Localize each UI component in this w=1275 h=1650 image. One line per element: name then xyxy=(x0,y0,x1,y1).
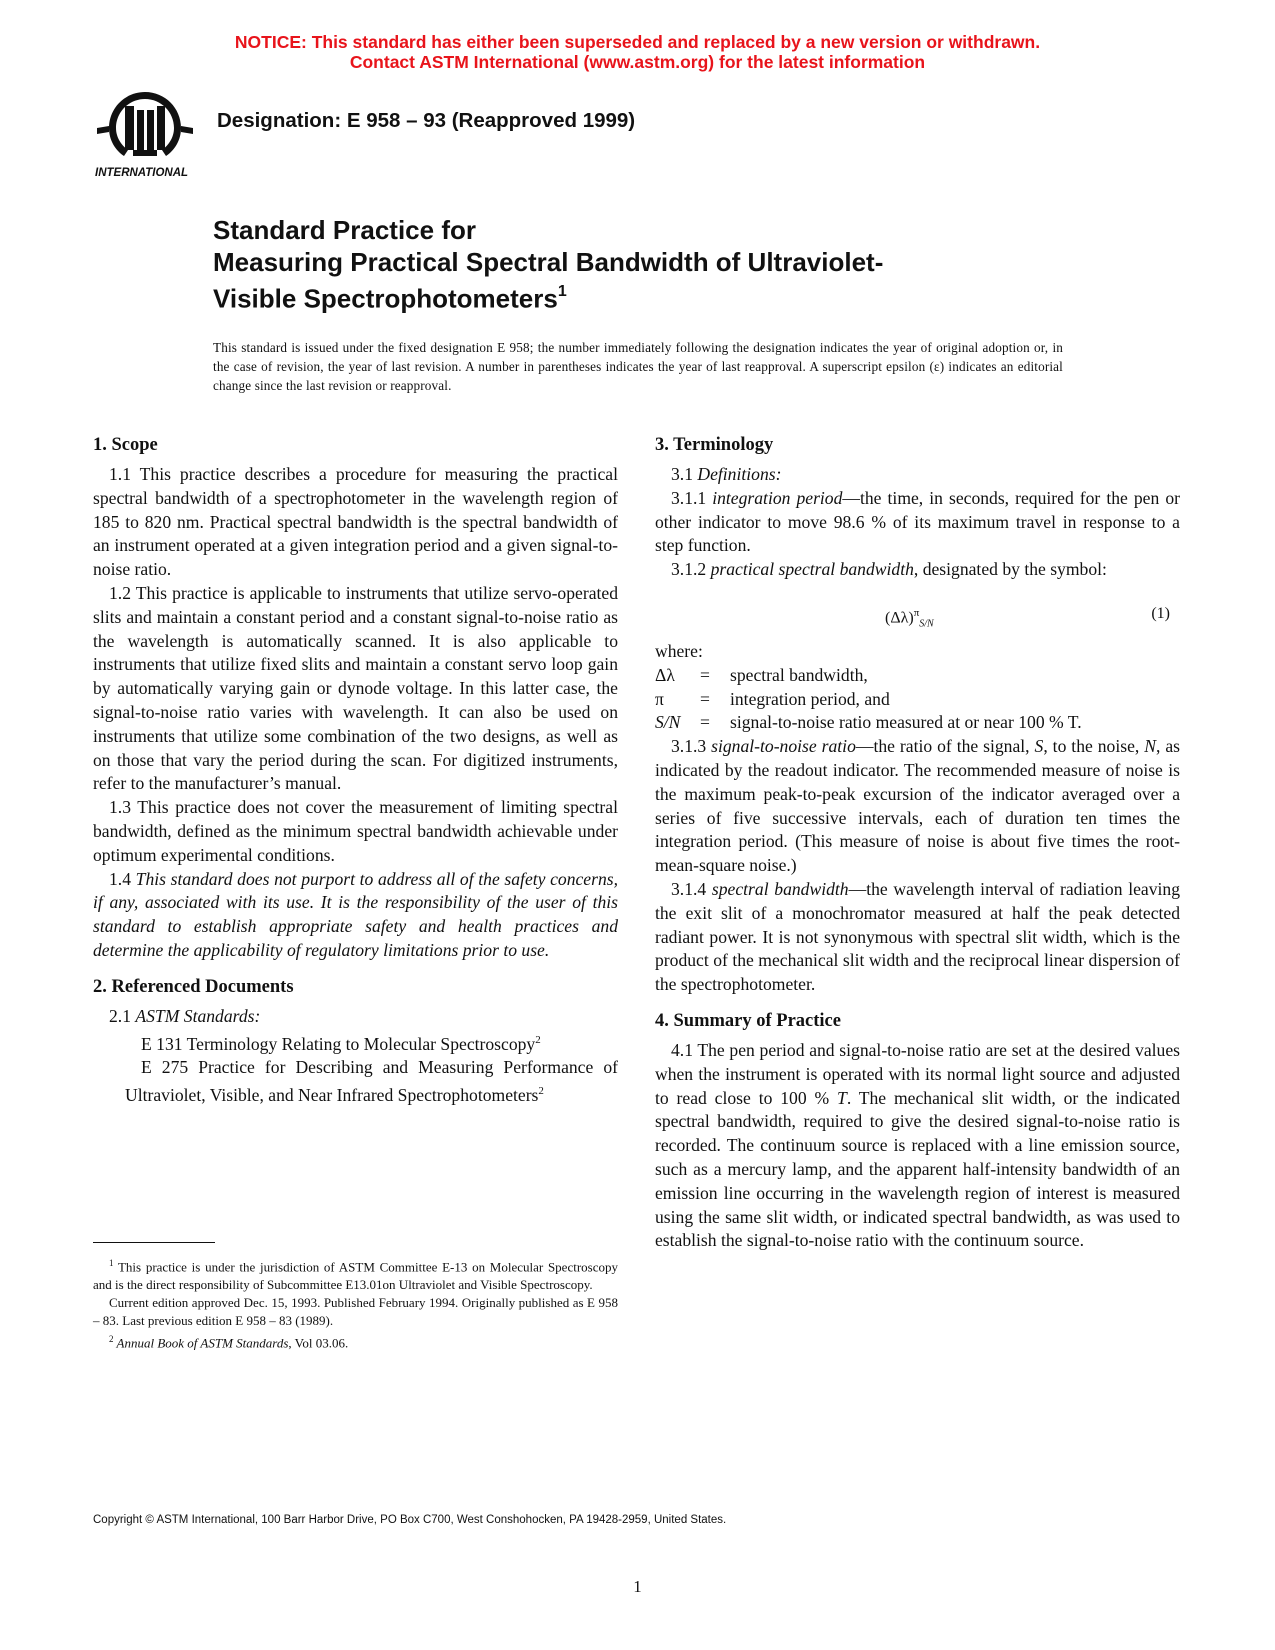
footnote-1b: Current edition approved Dec. 15, 1993. Published February 1994. Originally published as E 958 – 83. Last previous edition E 958 – 83 (1989). xyxy=(93,1295,618,1329)
where-2-equals: = xyxy=(700,688,710,709)
scope-p1: 1.1 This practice describes a procedure for measuring the practical spectral bandwidth of a spectrophotometer in the wavelength region of 185 to 820 nm. Practical spectral bandwidth is the spectral bandwidth of an instrument operated at a given integration period and a given signal-to-noise ratio. xyxy=(93,464,618,580)
term-definitions xyxy=(655,463,1180,487)
term-3-1-3-text-b: , to the noise, xyxy=(1043,736,1145,757)
summary-p1-t: T xyxy=(837,1087,847,1108)
ref-e275-mark: 2 xyxy=(538,1084,544,1097)
equation-1 xyxy=(655,602,1180,634)
left-column xyxy=(93,433,618,1108)
term-3-1-1 xyxy=(655,487,1180,558)
title-line-3 xyxy=(213,278,1113,315)
footnote-1-mark: 1 xyxy=(109,1258,114,1268)
term-3-1-3-n: N xyxy=(1144,736,1156,757)
term-3-1-4-num: 3.1.4 xyxy=(671,878,712,899)
title-footnote-mark: 1 xyxy=(557,283,567,300)
footnote-1-text: This practice is under the jurisdiction of ASTM Committee E-13 on Molecular Spectroscopy and is the direct responsibility of Subcommittee E13.01on Ultraviolet and Visible Spectroscopy. xyxy=(93,1259,618,1293)
designation: Designation: E 958 – 93 (Reapproved 1999) xyxy=(217,109,636,132)
term-3-1-1-num: 3.1.1 xyxy=(671,487,713,508)
term-3-1-3-text-c: , as indicated by the readout indicator. The recommended measure of noise is the maximum peak-to-peak excursion of the indicator averaged over a series of five successive intervals, each of duration ten times the integration period. (This measure of noise is about five times the root-mean-square noise.) xyxy=(655,736,1181,876)
where-3-symbol: S/N xyxy=(655,712,681,733)
term-3-1-3-text-a: —the ratio of the signal, xyxy=(855,736,1035,757)
footnote-2-mark: 2 xyxy=(109,1334,114,1345)
term-3-1-3-term: signal-to-noise ratio xyxy=(711,736,856,757)
issued-note: This standard is issued under the fixed designation E 958; the number immediately following the designation indicates the year of original adoption or, in the case of revision, the year of last revision. A number in parentheses indicates the year of last reapproval. A superscript epsilon (ε) indicates an editorial change since the last revision or reapproval. xyxy=(213,340,1063,393)
scope-p4 xyxy=(93,868,618,963)
ref-e275 xyxy=(93,1056,618,1107)
footnotes xyxy=(93,1254,618,1353)
document-title xyxy=(213,214,1113,315)
copyright: Copyright © ASTM International, 100 Barr Harbor Drive, PO Box C700, West Conshohocken, PA 19428-2959, United States. xyxy=(93,1514,727,1526)
equation-number: (1) xyxy=(1151,604,1170,622)
term-3-1-3-num: 3.1.3 xyxy=(671,736,712,757)
scope-p4-num: 1.4 xyxy=(109,868,136,889)
terminology-heading: 3. Terminology xyxy=(655,435,774,455)
ref-e275-text: E 275 Practice for Describing and Measuring Performance of Ultraviolet, Visible, and Near Infrared Spectrophotometers xyxy=(125,1057,618,1105)
where-2-symbol: π xyxy=(655,688,664,709)
scope-p2: 1.2 This practice is applicable to instruments that utilize servo-operated slits and maintain a constant period and a constant signal-to-noise ratio as the wavelength is automatically scanned. It is also applicable to instruments that utilize fixed slits and maintain a constant servo loop gain by automatically varying gain or dynode voltage. In this latter case, the signal-to-noise ratio varies with wavelength. It can also be used on instruments that utilize some combination of the two designs, as well as on those that vary the period during the scan. For digitized instruments, refer to the manufacturer’s manual. xyxy=(93,582,618,794)
ref-e131-mark: 2 xyxy=(535,1033,541,1046)
where-3-definition: signal-to-noise ratio measured at or near 100 % T. xyxy=(730,712,1082,733)
term-3-1-4-term: spectral bandwidth xyxy=(711,878,849,899)
title-line-2: Measuring Practical Spectral Bandwidth of Ultraviolet- xyxy=(213,247,884,277)
scope-p3: 1.3 This practice does not cover the measurement of limiting spectral bandwidth, defined as the minimum spectral bandwidth achievable under optimum experimental conditions. xyxy=(93,797,618,865)
where-row-2 xyxy=(655,688,1180,712)
term-def-text: Definitions: xyxy=(697,464,782,484)
footnote-rule xyxy=(93,1242,215,1243)
term-3-1-1-text: —the time, in seconds, required for the pen or other indicator to move 98.6 % of its maximum travel in response to a step function. xyxy=(655,487,1180,556)
logo-text: INTERNATIONAL xyxy=(95,167,189,179)
term-3-1-2-text: , designated by the symbol: xyxy=(913,559,1107,580)
term-3-1-2-num: 3.1.2 xyxy=(671,559,711,580)
term-def-num: 3.1 xyxy=(671,464,698,484)
title-line-1: Standard Practice for xyxy=(213,215,476,245)
scope-heading: 1. Scope xyxy=(93,435,158,455)
where-1-definition: spectral bandwidth, xyxy=(730,664,868,685)
summary-p1 xyxy=(655,1039,1180,1253)
term-3-1-2-term: practical spectral bandwidth xyxy=(710,559,914,580)
right-column xyxy=(655,433,1180,1253)
where-1-equals: = xyxy=(700,664,710,685)
term-3-1-3 xyxy=(655,735,1180,878)
footnote-2-text: , Vol 03.06. xyxy=(288,1335,349,1351)
scope-p4-text: This standard does not purport to address all of the safety concerns, if any, associated with its use. It is the responsibility of the user of this standard to establish appropriate safety and health practices and determine the applicability of regulatory limitations prior to use. xyxy=(93,868,619,960)
refdocs-sub xyxy=(93,1005,618,1029)
where-3-equals: = xyxy=(700,712,710,733)
notice-line-2: Contact ASTM International (www.astm.org) for the latest information xyxy=(349,52,926,72)
where-1-symbol: Δλ xyxy=(655,664,675,685)
where-2-definition: integration period, and xyxy=(730,688,890,709)
where-label: where: xyxy=(655,640,703,661)
term-3-1-3-s: S xyxy=(1034,736,1044,757)
page-number: 1 xyxy=(633,1577,642,1596)
notice-banner xyxy=(0,32,1275,72)
astm-logo xyxy=(95,88,195,180)
term-3-1-2 xyxy=(655,558,1180,582)
footnote-1 xyxy=(93,1254,618,1294)
summary-heading: 4. Summary of Practice xyxy=(655,1010,841,1031)
ref-e131-text: E 131 Terminology Relating to Molecular Spectroscopy xyxy=(141,1033,536,1054)
term-3-1-4 xyxy=(655,878,1180,997)
refdocs-sub-text: ASTM Standards: xyxy=(135,1005,261,1026)
equation-expression xyxy=(885,602,934,636)
summary-p1-text-a: 4.1 The pen period and signal-to-noise ratio are set at the desired values when the instrument is operated with its normal light source and adjusted to read close to 100 % xyxy=(655,1039,1180,1108)
summary-p1-text-b: . The mechanical slit width, or the indicated spectral bandwidth, required to give the desired signal-to-noise ratio is recorded. The continuum source is replaced with a line emission source, such as a mercury lamp, and the apparent half-intensity bandwidth of an emission line occurring in the wavelength region of interest is measured using the same slit width, or indicated spectral bandwidth, as was used to establish the signal-to-noise ratio with the continuum source. xyxy=(655,1087,1180,1251)
refdocs-sub-num: 2.1 xyxy=(109,1005,136,1026)
where-row-3 xyxy=(655,711,1180,735)
equation-sub: S/N xyxy=(919,618,934,630)
refdocs-heading: 2. Referenced Documents xyxy=(93,976,294,997)
footnote-2 xyxy=(93,1330,618,1352)
term-3-1-1-term: integration period xyxy=(712,487,843,508)
notice-line-1: NOTICE: This standard has either been superseded and replaced by a new version or withdrawn. xyxy=(234,32,1041,52)
footnote-2-title: Annual Book of ASTM Standards xyxy=(113,1335,289,1351)
equation-sup: π xyxy=(913,606,920,619)
ref-e131 xyxy=(93,1029,618,1057)
where-row-1 xyxy=(655,664,1180,688)
title-line-3-text: Visible Spectrophotometers xyxy=(213,283,558,314)
term-3-1-4-text: —the wavelength interval of radiation leaving the exit slit of a monochromator measured at half the peak detected radiant power. It is not synonymous with spectral slit width, which is the product of the mechanical slit width and the reciprocal linear dispersion of the spectrophotometer. xyxy=(655,878,1181,995)
equation-base: (Δλ) xyxy=(885,609,914,627)
